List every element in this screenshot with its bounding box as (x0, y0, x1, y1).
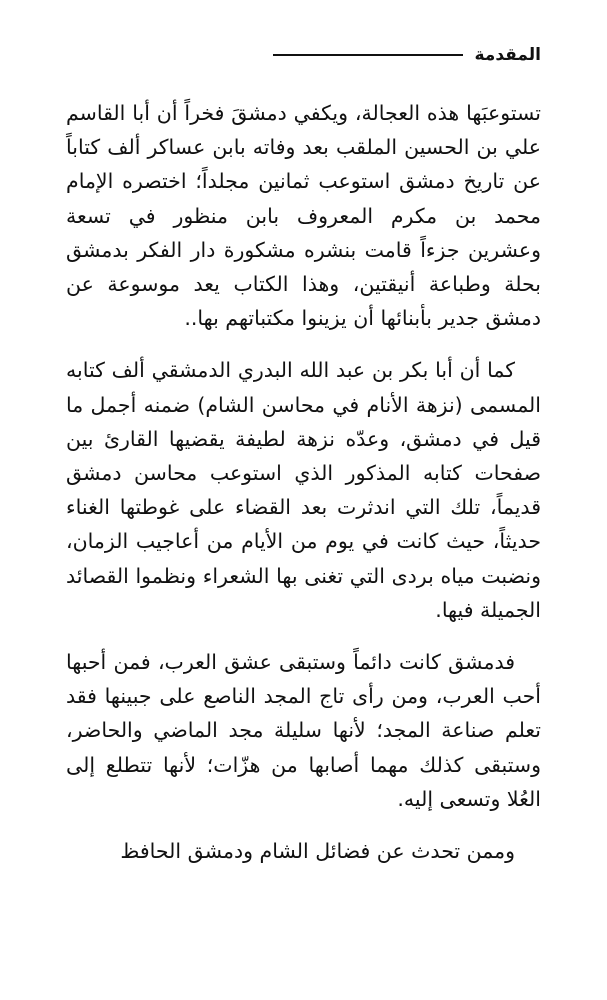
running-header (66, 42, 541, 68)
paragraph-4: وممن تحدث عن فضائل الشام ودمشق الحافظ (120, 839, 515, 864)
body-text (66, 96, 541, 886)
header-rule (273, 54, 463, 56)
paragraph-3: فدمشق كانت دائماً وستبقى عشق العرب، فمن أحبها أحب العرب، ومن رأى تاج المجد الناصع على جبينها فقد تعلم صناعة المجد؛ لأنها سليلة مجد الماضي والحاضر، وستبقى كذلك مهما أصابها من هزّات؛ لأنها تتطلع إلى العُلا وتسعى إليه. (66, 650, 541, 811)
paragraph-2: كما أن أبا بكر بن عبد الله البدري الدمشقي ألف كتابه المسمى (نزهة الأنام في محاسن الشام) ضمنه أجمل ما قيل في دمشق، وعدّه نزهة لطيفة يقضيها القارئ بين صفحات كتابه المذكور الذي استوعب محاسن دمشق قديماً، تلك التي اندثرت بعد القضاء على غوطتها الغناء حديثاً، حيث كانت في يوم من الأيام من أعاجيب الزمان، ونضبت مياه بردى التي تغنى بها الشعراء ونظموا القصائد الجميلة فيها. (66, 358, 541, 622)
paragraph-1: تستوعبَها هذه العجالة، ويكفي دمشقَ فخراً أن أبا القاسم علي بن الحسين الملقب بعد وفاته بابن عساكر ألف كتاباً عن تاريخ دمشق استوعب ثمانين مجلداً؛ اختصره الإمام محمد بن مكرم المعروف بابن منظور في تسعة وعشرين جزءاً قامت بنشره مشكورة دار الفكر بدمشق بحلة وطباعة أنيقتين، وهذا الكتاب يعد موسوعة عن دمشق جدير بأبنائها أن يزينوا مكتباتهم بها.. (66, 101, 541, 331)
chapter-title: المقدمة (474, 45, 541, 65)
